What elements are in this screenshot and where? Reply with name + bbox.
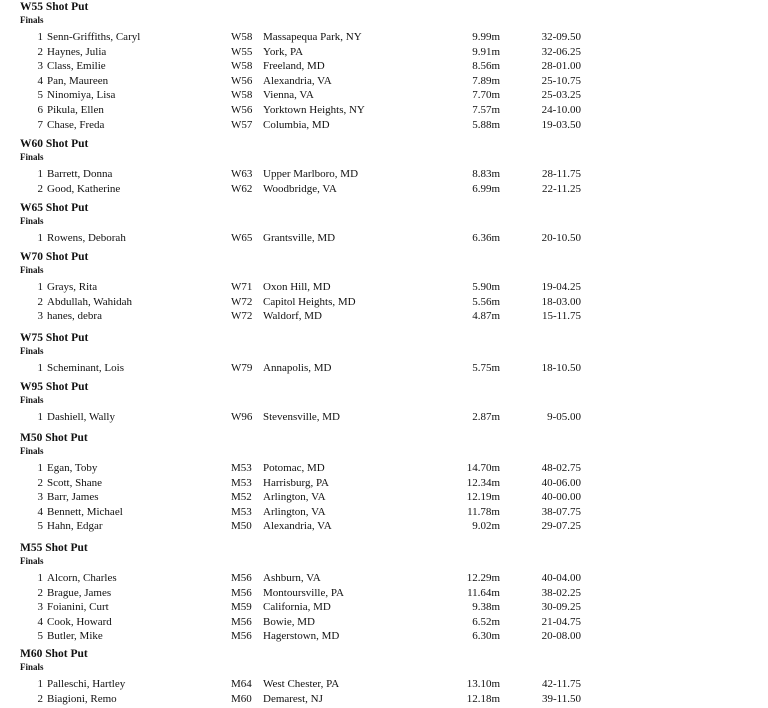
mark-imperial: 42-11.75 [541, 678, 581, 690]
result-place: 2 [37, 45, 43, 58]
result-place: 1 [37, 232, 43, 244]
age-group: W57 [231, 118, 253, 131]
athlete-name: Cook, Howard [47, 615, 112, 628]
round-label: Finals [20, 265, 44, 275]
mark-metric: 14.70m [466, 462, 500, 474]
round-label: Finals [20, 395, 44, 405]
mark-imperial: 40-00.00 [541, 491, 581, 504]
result-place: 4 [37, 615, 43, 628]
mark-metric: 7.89m [472, 74, 500, 87]
age-group: W63 [231, 168, 253, 180]
result-row [0, 505, 768, 520]
round-label: Finals [20, 662, 44, 672]
hometown: California, MD [263, 601, 331, 614]
mark-metric: 6.99m [472, 182, 500, 195]
mark-metric: 11.78m [467, 505, 500, 518]
athlete-name: Haynes, Julia [47, 45, 107, 58]
age-group: W71 [231, 281, 253, 293]
age-group: M56 [231, 572, 252, 584]
result-row [0, 571, 768, 586]
result-row [0, 361, 768, 376]
athlete-name: Chase, Freda [47, 118, 105, 131]
result-place: 2 [37, 476, 43, 489]
mark-imperial: 40-06.00 [541, 476, 581, 489]
hometown: Arlington, VA [263, 491, 326, 504]
mark-imperial: 40-04.00 [541, 572, 581, 584]
mark-metric: 7.57m [472, 104, 500, 116]
result-place: 5 [37, 520, 43, 533]
mark-metric: 8.83m [472, 168, 500, 180]
result-place: 3 [37, 491, 43, 504]
mark-imperial: 21-04.75 [541, 615, 581, 628]
mark-imperial: 32-06.25 [541, 45, 581, 58]
athlete-name: Barr, James [47, 491, 99, 504]
hometown: Waldorf, MD [263, 310, 322, 323]
hometown: Alexandria, VA [263, 74, 332, 87]
result-place: 2 [37, 586, 43, 599]
hometown: Upper Marlboro, MD [263, 168, 359, 180]
mark-imperial: 22-11.25 [541, 182, 581, 195]
hometown: Arlington, VA [263, 505, 326, 518]
athlete-name: Pikula, Ellen [47, 104, 104, 116]
hometown: Vienna, VA [263, 89, 314, 102]
mark-metric: 6.52m [472, 615, 500, 628]
result-place: 1 [37, 362, 43, 374]
mark-metric: 9.91m [472, 45, 500, 58]
round-label: Finals [20, 556, 44, 566]
hometown: Annapolis, MD [263, 362, 332, 374]
mark-metric: 6.30m [472, 630, 500, 643]
mark-imperial: 38-07.75 [541, 505, 581, 518]
result-place: 4 [37, 505, 43, 518]
hometown: York, PA [263, 45, 304, 58]
athlete-name: Dashiell, Wally [47, 411, 115, 423]
round-label: Finals [20, 216, 44, 226]
hometown: Massapequa Park, NY [263, 31, 362, 43]
athlete-name: Biagioni, Remo [47, 692, 117, 705]
athlete-name: Bennett, Michael [47, 505, 123, 518]
hometown: Oxon Hill, MD [263, 281, 331, 293]
result-row [0, 74, 768, 89]
result-row [0, 182, 768, 197]
mark-imperial: 25-10.75 [541, 74, 581, 87]
round-label: Finals [20, 446, 44, 456]
event-title: M60 Shot Put [20, 648, 88, 660]
hometown: Potomac, MD [263, 462, 325, 474]
age-group: W62 [231, 182, 253, 195]
result-row [0, 30, 768, 45]
mark-imperial: 9-05.00 [547, 411, 581, 423]
age-group: W72 [231, 310, 253, 323]
age-group: M56 [231, 630, 252, 643]
round-label: Finals [20, 15, 44, 25]
age-group: M64 [231, 678, 252, 690]
age-group: W58 [231, 89, 253, 102]
athlete-name: hanes, debra [47, 310, 102, 323]
athlete-name: Good, Katherine [47, 182, 121, 195]
age-group: W58 [231, 60, 253, 73]
result-place: 2 [37, 295, 43, 308]
result-place: 3 [37, 601, 43, 614]
mark-imperial: 25-03.25 [541, 89, 581, 102]
mark-imperial: 19-03.50 [541, 118, 581, 131]
result-place: 5 [37, 630, 43, 643]
result-place: 1 [37, 678, 43, 690]
age-group: W55 [231, 45, 253, 58]
result-place: 5 [37, 89, 43, 102]
athlete-name: Grays, Rita [47, 281, 98, 293]
result-row [0, 118, 768, 133]
age-group: W58 [231, 31, 253, 43]
event-title: W55 Shot Put [20, 1, 89, 13]
result-row [0, 295, 768, 310]
result-row [0, 410, 768, 425]
result-row [0, 600, 768, 615]
result-place: 1 [37, 281, 43, 293]
mark-metric: 2.87m [472, 411, 500, 423]
result-place: 1 [37, 411, 43, 423]
mark-metric: 4.87m [472, 310, 500, 323]
age-group: M52 [231, 491, 252, 504]
result-row [0, 280, 768, 295]
age-group: W65 [231, 232, 253, 244]
result-place: 1 [37, 462, 43, 474]
event-title: M50 Shot Put [20, 432, 88, 444]
mark-metric: 12.34m [466, 476, 500, 489]
athlete-name: Scheminant, Lois [47, 362, 124, 374]
age-group: M50 [231, 520, 252, 533]
result-place: 3 [37, 310, 43, 323]
athlete-name: Egan, Toby [47, 462, 98, 474]
athlete-name: Alcorn, Charles [47, 572, 117, 584]
round-label: Finals [20, 346, 44, 356]
mark-metric: 12.18m [466, 692, 500, 705]
result-row [0, 88, 768, 103]
hometown: Grantsville, MD [263, 232, 336, 244]
mark-imperial: 38-02.25 [541, 586, 581, 599]
mark-imperial: 28-11.75 [541, 168, 581, 180]
result-row [0, 231, 768, 246]
result-place: 2 [37, 182, 43, 195]
athlete-name: Barrett, Donna [47, 168, 113, 180]
age-group: M56 [231, 586, 252, 599]
result-row [0, 615, 768, 630]
athlete-name: Pan, Maureen [47, 74, 109, 87]
age-group: W56 [231, 104, 253, 116]
mark-metric: 9.38m [472, 601, 500, 614]
age-group: W56 [231, 74, 253, 87]
result-row [0, 461, 768, 476]
mark-imperial: 15-11.75 [541, 310, 581, 323]
result-row [0, 586, 768, 601]
mark-imperial: 19-04.25 [541, 281, 581, 293]
hometown: Freeland, MD [263, 60, 325, 73]
event-title: W95 Shot Put [20, 381, 89, 393]
result-place: 2 [37, 692, 43, 705]
hometown: West Chester, PA [263, 678, 340, 690]
mark-metric: 12.29m [466, 572, 500, 584]
result-row [0, 59, 768, 74]
age-group: W72 [231, 295, 253, 308]
age-group: M60 [231, 692, 252, 705]
athlete-name: Foianini, Curt [47, 601, 109, 614]
hometown: Bowie, MD [263, 615, 315, 628]
result-row [0, 476, 768, 491]
mark-imperial: 32-09.50 [541, 31, 581, 43]
athlete-name: Senn-Griffiths, Caryl [47, 31, 141, 43]
mark-metric: 7.70m [472, 89, 500, 102]
mark-metric: 8.56m [472, 60, 500, 73]
athlete-name: Hahn, Edgar [47, 520, 103, 533]
hometown: Stevensville, MD [263, 411, 340, 423]
mark-imperial: 20-10.50 [541, 232, 581, 244]
result-row [0, 677, 768, 692]
mark-imperial: 29-07.25 [541, 520, 581, 533]
hometown: Woodbridge, VA [263, 182, 337, 195]
result-row [0, 103, 768, 118]
hometown: Hagerstown, MD [263, 630, 340, 643]
athlete-name: Abdullah, Wahidah [47, 295, 133, 308]
age-group: W96 [231, 411, 253, 423]
age-group: M56 [231, 615, 252, 628]
athlete-name: Rowens, Deborah [47, 232, 126, 244]
mark-metric: 13.10m [466, 678, 500, 690]
mark-metric: 5.75m [472, 362, 500, 374]
hometown: Harrisburg, PA [263, 476, 330, 489]
athlete-name: Ninomiya, Lisa [47, 89, 116, 102]
hometown: Yorktown Heights, NY [263, 104, 365, 116]
result-place: 6 [37, 104, 43, 116]
mark-imperial: 30-09.25 [541, 601, 581, 614]
mark-metric: 9.02m [472, 520, 500, 533]
mark-imperial: 18-03.00 [541, 295, 581, 308]
athlete-name: Class, Emilie [47, 60, 106, 73]
mark-metric: 9.99m [472, 31, 500, 43]
result-place: 1 [37, 168, 43, 180]
mark-imperial: 24-10.00 [541, 104, 581, 116]
result-place: 3 [37, 60, 43, 73]
age-group: M53 [231, 505, 252, 518]
mark-metric: 5.88m [472, 118, 500, 131]
mark-imperial: 28-01.00 [541, 60, 581, 73]
athlete-name: Scott, Shane [47, 476, 102, 489]
result-row [0, 519, 768, 534]
age-group: M53 [231, 462, 252, 474]
mark-metric: 12.19m [466, 491, 500, 504]
mark-imperial: 48-02.75 [541, 462, 581, 474]
hometown: Alexandria, VA [263, 520, 332, 533]
event-title: W70 Shot Put [20, 251, 89, 263]
mark-metric: 11.64m [467, 586, 500, 599]
event-title: W60 Shot Put [20, 138, 89, 150]
mark-metric: 5.90m [472, 281, 500, 293]
result-place: 4 [37, 74, 43, 87]
mark-metric: 5.56m [472, 295, 500, 308]
mark-metric: 6.36m [472, 232, 500, 244]
result-row [0, 167, 768, 182]
mark-imperial: 20-08.00 [541, 630, 581, 643]
result-row [0, 45, 768, 60]
event-title: M55 Shot Put [20, 542, 88, 554]
result-row [0, 490, 768, 505]
age-group: M59 [231, 601, 252, 614]
age-group: M53 [231, 476, 252, 489]
result-row [0, 692, 768, 707]
athlete-name: Palleschi, Hartley [47, 678, 126, 690]
round-label: Finals [20, 152, 44, 162]
event-title: W65 Shot Put [20, 202, 89, 214]
age-group: W79 [231, 362, 253, 374]
result-place: 1 [37, 572, 43, 584]
hometown: Ashburn, VA [263, 572, 321, 584]
mark-imperial: 18-10.50 [541, 362, 581, 374]
result-place: 1 [37, 31, 43, 43]
athlete-name: Brague, James [47, 586, 112, 599]
event-title: W75 Shot Put [20, 332, 89, 344]
hometown: Capitol Heights, MD [263, 295, 356, 308]
result-place: 7 [37, 118, 43, 131]
result-row [0, 629, 768, 644]
hometown: Columbia, MD [263, 118, 330, 131]
athlete-name: Butler, Mike [47, 630, 103, 643]
mark-imperial: 39-11.50 [541, 692, 581, 705]
result-row [0, 309, 768, 324]
hometown: Montoursville, PA [263, 586, 344, 599]
hometown: Demarest, NJ [263, 692, 323, 705]
